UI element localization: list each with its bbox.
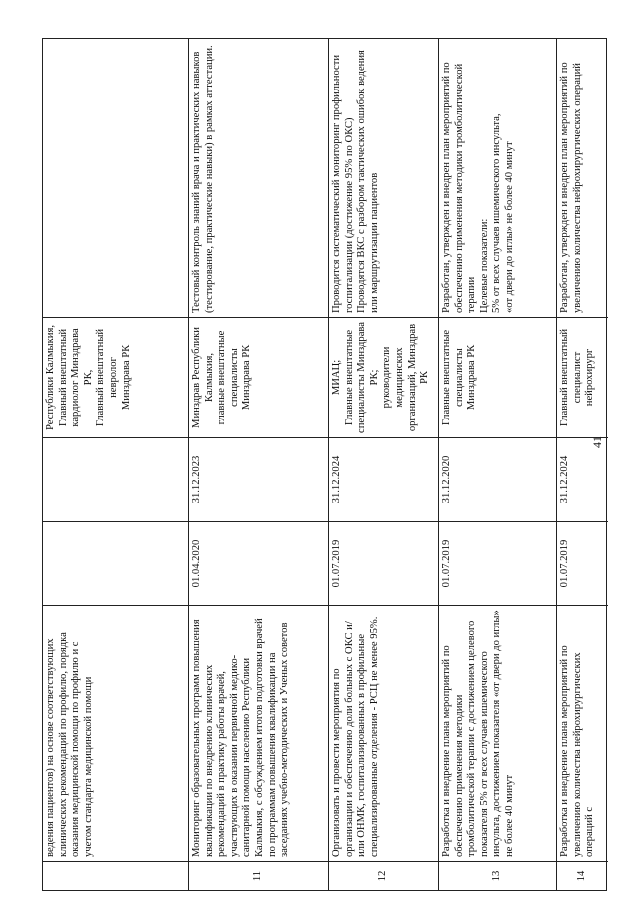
result-text: Тестовый контроль знаний врача и практических навыков (тестирование, практические навыки) в рамках аттестации. [189, 37, 328, 318]
result-text [43, 37, 188, 318]
measure-text: Разработка и внедрение плана мероприятий по увеличению количества нейрохирургических операций с [557, 606, 608, 862]
measures-table [42, 38, 607, 891]
end-date: 31.12.2024 [329, 438, 438, 522]
table-row [556, 39, 608, 890]
measure-text: Мониторинг образовательных программ повышения квалификации по внедрению клинических рекомендаций в практику работы врачей, участвующих в оказании первичной медико-санитарной помощи населению Республики Калмыкия, с обсуждением итогов подготовки врачей по программам повышения квалификации на заседаниях учебно-методических и Ученых советов [189, 606, 328, 862]
start-date: 01.04.2020 [189, 522, 328, 606]
row-number: 13 [491, 870, 503, 882]
responsible-text: Минздрав Республики Калмыкия, главные внештатные специалисты Минздрава РК [189, 318, 328, 438]
start-date: 01.07.2019 [557, 522, 608, 606]
responsible-text: МИАЦ; Главные внештатные специалисты Минздрава РК; руководители медицинских организаций, Минздрав РК [329, 318, 438, 438]
end-date [43, 438, 188, 522]
responsible-text: Республики Калмыкия, Главный внештатный кардиолог Минздрава РК, Главный внештатный невролог Минздрава РК [43, 318, 188, 438]
measure-text: ведения пациентов) на основе соответствующих клинических рекомендаций по профилю, порядка оказания медицинской помощи по профилю и с учетом стандарта медицинской помощи [43, 606, 188, 862]
row-number: 11 [252, 870, 264, 882]
end-date: 31.12.2020 [439, 438, 556, 522]
row-number: 12 [377, 870, 389, 882]
table-row [43, 39, 188, 890]
responsible-text: Главный внештатный специалист нейрохирург [557, 318, 608, 438]
measure-text: Разработка и внедрение плана мероприятий по обеспечению применения методики тромболитической терапии с достижением целевого показателя 5% от всех случаев ишемического инсульта, достижением показателя «от двери до иглы» не более 40 минут [439, 606, 556, 862]
page-number: 41 [590, 436, 604, 448]
responsible-text: Главные внештатные специалисты Минздрава РК [439, 318, 556, 438]
start-date [43, 522, 188, 606]
start-date: 01.07.2019 [329, 522, 438, 606]
row-number [43, 862, 188, 890]
table-row [328, 39, 438, 890]
measure-text: Организовать и провести мероприятия по организации и обеспечению доли больных с ОКС и/или ОНМК, госпитализированных в профильные специализированные отделения - РСЦ не менее 95%. [329, 606, 438, 862]
result-text: Проводится систематический мониторинг профильности госпитализации (достижение 95% по ОКС) Проводятся ВКС с разбором тактических ошибок ведения или маршрутизации пациентов [329, 37, 438, 318]
start-date: 01.07.2019 [439, 522, 556, 606]
result-text: Разработан, утвержден и внедрен план мероприятий по обеспечению применения методики тромболитической терапии Целевые показатели: 5% от всех случаев ишемического инсульта, «от двери до иглы» не более 40 минут [439, 37, 556, 318]
end-date: 31.12.2023 [189, 438, 328, 522]
table-row [438, 39, 556, 890]
end-date: 31.12.2024 [557, 438, 608, 522]
table-row [188, 39, 328, 890]
result-text: Разработан, утвержден и внедрен план мероприятий по увеличению количества нейрохирургических операций [557, 37, 608, 318]
row-number: 14 [576, 870, 588, 882]
